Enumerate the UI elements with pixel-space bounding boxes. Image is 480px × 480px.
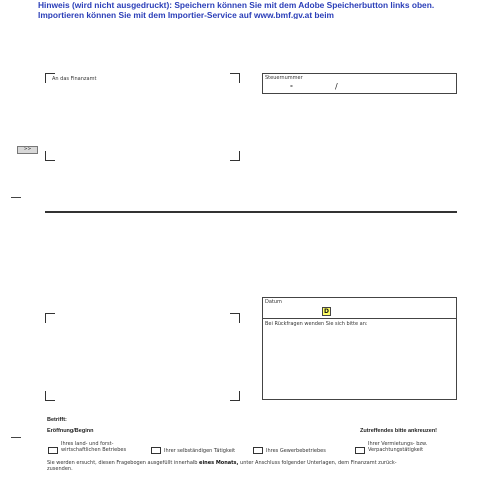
- checkbox-rental-leasing-label: Ihrer Vermietungs- bzw. Verpachtungstätigkeit: [368, 441, 428, 453]
- tax-number-label: Steuernummer: [265, 75, 303, 81]
- date-field[interactable]: [262, 297, 457, 319]
- date-label: Datum: [265, 299, 282, 305]
- instruction-note-start: Sie werden ersucht, diesen Fragebogen ausgefüllt innerhalb: [47, 460, 200, 466]
- date-format-badge: D: [322, 307, 331, 316]
- checkbox-self-employment-label: Ihrer selbständigen Tätigkeit: [164, 448, 236, 454]
- section-divider: [45, 211, 457, 213]
- fold-mark-lower: [11, 437, 21, 438]
- address-label: An das Finanzamt: [52, 76, 97, 82]
- checkbox-trade-business[interactable]: [253, 447, 263, 454]
- instruction-note-end: unter Anschluss folgender Unterlagen, dem Finanzamt zurück- zusenden.: [47, 460, 397, 472]
- check-instruction: Zutreffendes bitte ankreuzen!: [360, 428, 438, 434]
- tax-number-separator-dash: -: [290, 82, 293, 90]
- address-corner-top-right: [230, 73, 240, 83]
- checkbox-rental-leasing[interactable]: [355, 447, 365, 454]
- return-address-corner-bottom-left: [45, 391, 55, 401]
- return-address-corner-top-left: [45, 313, 55, 323]
- address-corner-bottom-right: [230, 151, 240, 161]
- opening-heading: Eröffnung/Beginn: [47, 428, 94, 434]
- tax-number-field[interactable]: [262, 73, 457, 94]
- checkbox-self-employment[interactable]: [151, 447, 161, 454]
- checkbox-trade-business-label: Ihres Gewerbebetriebes: [266, 448, 326, 454]
- return-address-corner-top-right: [230, 313, 240, 323]
- fold-mark-upper: [11, 197, 21, 198]
- tax-number-separator-slash: /: [335, 82, 338, 91]
- print-hint-banner: Hinweis (wird nicht ausgedruckt): Speichern können Sie mit dem Adobe Speicherbutton links oben. Importieren können Sie mit dem Importier-Service auf www.bmf.gv.at beim: [38, 0, 435, 19]
- instruction-note-deadline: eines Monats,: [199, 460, 239, 466]
- checkbox-agriculture[interactable]: [48, 447, 58, 454]
- checkbox-agriculture-label: Ihres land- und forst- wirtschaftlichen Betriebes: [61, 441, 127, 453]
- contact-label: Bei Rückfragen wenden Sie sich bitte an:: [265, 321, 368, 327]
- return-address-corner-bottom-right: [230, 391, 240, 401]
- contact-field[interactable]: [262, 318, 457, 400]
- next-page-button[interactable]: >>: [17, 146, 38, 154]
- subject-label: Betrifft:: [47, 417, 67, 423]
- instruction-note: [47, 460, 459, 472]
- address-corner-bottom-left: [45, 151, 55, 161]
